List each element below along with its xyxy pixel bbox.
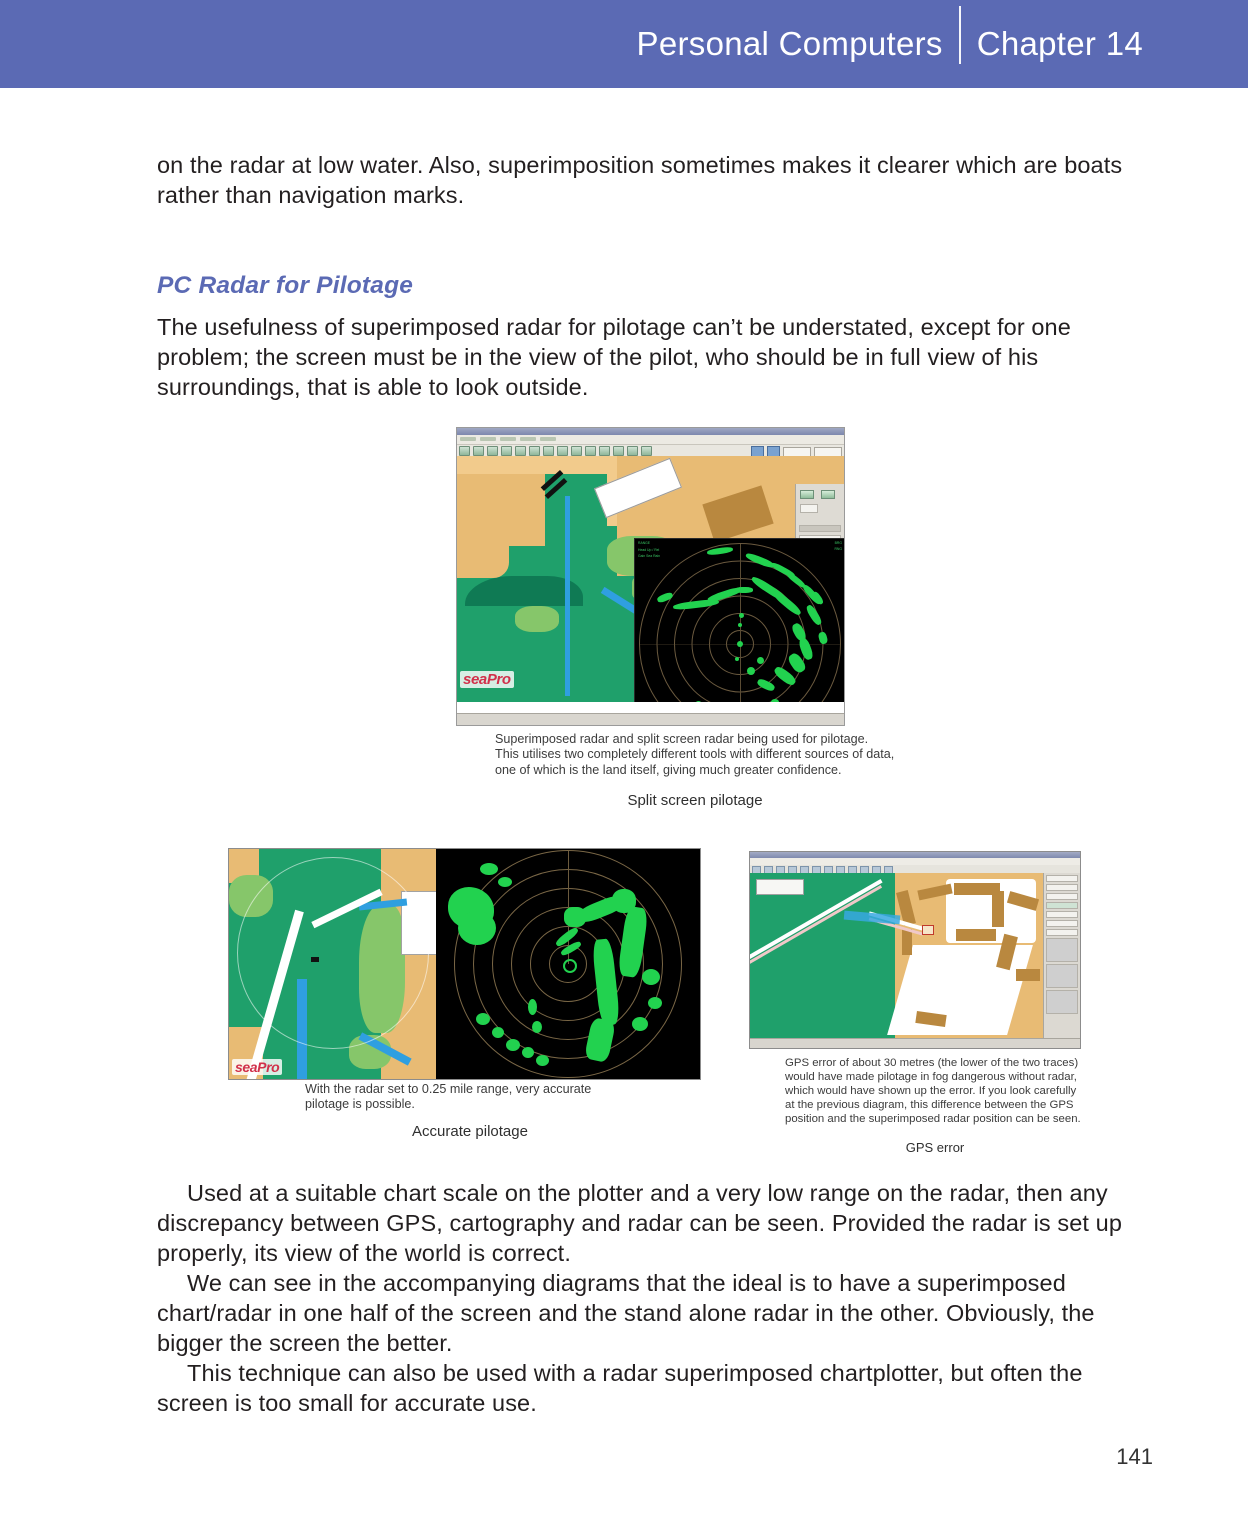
radar-echo [739, 613, 744, 618]
toolbar-button [571, 446, 582, 456]
header-chapter-label: Chapter 14 [976, 25, 1143, 62]
heading-spacer [157, 300, 1155, 312]
sidebar-thumbnail[interactable] [1046, 990, 1078, 1014]
figure-gps-error-screenshot [750, 852, 1080, 1048]
sidebar-field[interactable] [1046, 875, 1078, 882]
radar-echo [498, 877, 512, 887]
radar-echo [522, 1047, 534, 1058]
window-menu-bar [750, 858, 1080, 865]
radar-echo [738, 623, 742, 627]
figure1-caption-title: Split screen pilotage [627, 792, 763, 810]
building-block [992, 891, 1004, 927]
window-status-bar [457, 713, 844, 725]
sidebar-field[interactable] [1046, 920, 1078, 927]
window-title-bar [457, 428, 844, 435]
radar-echo [747, 667, 755, 675]
radar-echo [642, 969, 660, 985]
paragraph-technique: This technique can also be used with a radar superimposed chartplotter, but often the screen is too small for accurate use. [157, 1360, 1083, 1416]
toolbar-button [529, 446, 540, 456]
sea-area [750, 873, 895, 1039]
toolbar-readout [814, 447, 842, 457]
radar-echo [735, 657, 739, 661]
page-number: 141 [1116, 1444, 1153, 1469]
radar-echo [757, 657, 764, 664]
toolbar-button [557, 446, 568, 456]
sidebar-panel-title [799, 525, 841, 532]
figure3-caption [785, 1056, 1085, 1155]
radar-range-rings [436, 849, 700, 1079]
radar-echo [506, 1039, 520, 1051]
radar-echo [735, 587, 753, 593]
chart-half-canvas [229, 849, 436, 1079]
radar-echo [695, 701, 702, 702]
radar-status-text: BRG [834, 541, 842, 545]
toolbar-button [641, 446, 652, 456]
header-title-group [637, 0, 1143, 88]
building-block [902, 929, 912, 955]
chart-canvas [457, 456, 844, 702]
figure-split-screen-screenshot [457, 428, 844, 725]
sidebar-toggle-button[interactable] [821, 490, 835, 499]
toolbar-button [473, 446, 484, 456]
radar-status-text: Gain Sea Rain [638, 554, 661, 558]
figure3-caption-body: GPS error of about 30 metres (the lower of the two traces) would have made pilotage in fog dangerous without radar, which would have shown up the error. If you look carefully at the previous diagram, this difference between the GPS position and the superimposed radar position can be seen. [785, 1057, 1081, 1125]
sidebar-field[interactable] [1046, 893, 1078, 900]
figure3-caption-title: GPS error [905, 1140, 965, 1155]
building-block [1016, 969, 1040, 981]
figure2-caption [305, 1082, 635, 1140]
radar-echo [476, 1013, 490, 1025]
menu-item [540, 437, 556, 441]
bearing-line [740, 644, 741, 702]
toolbar-button [599, 446, 610, 456]
toolbar-button [585, 446, 596, 456]
radar-echo [632, 1017, 648, 1031]
radar-echo [771, 699, 779, 702]
menu-item [520, 437, 536, 441]
own-ship-marker [563, 959, 577, 973]
chart-info-box [756, 879, 804, 895]
radar-status-text: Head Up / Rel [638, 548, 660, 552]
toolbar-button [501, 446, 512, 456]
sidebar-field[interactable] [1046, 884, 1078, 891]
radar-status-text: RNG [834, 547, 842, 551]
figure-accurate-pilotage [229, 849, 700, 1079]
toolbar-button [543, 446, 554, 456]
chart-control-sidebar[interactable] [1043, 873, 1080, 1039]
vessel-marker [922, 925, 934, 935]
sidebar-thumbnail[interactable] [1046, 938, 1078, 962]
vertical-spacer [157, 210, 1155, 272]
menu-item [460, 437, 476, 441]
radar-echo [492, 1027, 504, 1038]
radar-echo [528, 999, 537, 1015]
toolbar-readout [783, 447, 811, 457]
heading-line [740, 544, 741, 644]
own-ship-marker [737, 641, 743, 647]
page-content [157, 150, 1155, 402]
window-status-bar [750, 1038, 1080, 1048]
seapro-logo: seaPro [460, 671, 514, 688]
paragraph-intro: The usefulness of superimposed radar for pilotage can’t be understated, except for one problem; the screen must be in the view of the pilot, who should be in full view of his surroundings, that is able to look outside. [157, 314, 1071, 400]
toolbar-button [459, 446, 470, 456]
sidebar-field[interactable] [1046, 902, 1078, 909]
menu-item [480, 437, 496, 441]
navigation-channel [565, 496, 570, 696]
radar-echo [532, 1021, 542, 1033]
sidebar-field[interactable] [1046, 929, 1078, 936]
radar-ppi-standalone [436, 849, 700, 1079]
building-block [956, 929, 996, 941]
header-book-title: Personal Computers [636, 25, 943, 62]
page-content-lower [157, 1178, 1155, 1418]
radar-echo [480, 863, 498, 875]
toolbar-button [487, 446, 498, 456]
menu-item [500, 437, 516, 441]
foreshore-area [515, 606, 559, 632]
toolbar-button [613, 446, 624, 456]
figure1-caption [495, 732, 895, 809]
toolbar-button [515, 446, 526, 456]
sidebar-field[interactable] [1046, 911, 1078, 918]
paragraph-used-at-scale: Used at a suitable chart scale on the plotter and a very low range on the radar, then any discrepancy between GPS, cartography and radar can be seen. Provided the radar is set up properly, its view of the world is correct. [157, 1180, 1123, 1266]
radar-echo [536, 1055, 549, 1066]
figure2-caption-body: With the radar set to 0.25 mile range, very accurate pilotage is possible. [305, 1082, 592, 1112]
sidebar-field[interactable] [800, 504, 818, 513]
radar-status-text: RANGE [638, 541, 651, 545]
marina-chart-canvas [750, 873, 1044, 1039]
sidebar-toggle-button[interactable] [800, 490, 814, 499]
sidebar-thumbnail[interactable] [1046, 964, 1078, 988]
page-header-band [0, 0, 1248, 88]
paragraph-continued: on the radar at low water. Also, superimposition sometimes makes it clearer which are boats rather than navigation marks. [157, 152, 1123, 208]
figure2-caption-title: Accurate pilotage [412, 1122, 528, 1140]
range-ring-overlay [237, 857, 429, 1049]
land-area [457, 526, 509, 578]
sidebar-button-row[interactable] [796, 484, 844, 522]
section-heading: PC Radar for Pilotage [157, 272, 414, 299]
paragraph-accompanying-diagrams: We can see in the accompanying diagrams that the ideal is to have a superimposed chart/radar in one half of the screen and the stand alone radar in the other. Obviously, the bigger the screen the better. [157, 1270, 1095, 1356]
figure1-caption-body: Superimposed radar and split screen radar being used for pilotage. This utilises two completely different tools with different sources of data, one of which is the land itself, giving much greater confidence. [495, 732, 895, 777]
window-menu-bar [457, 435, 844, 445]
toolbar-button [627, 446, 638, 456]
header-divider [959, 6, 961, 64]
radar-echo [648, 997, 662, 1009]
seapro-logo: seaPro [232, 1059, 282, 1075]
radar-echo [458, 911, 496, 945]
radar-ppi-panel [634, 538, 844, 702]
